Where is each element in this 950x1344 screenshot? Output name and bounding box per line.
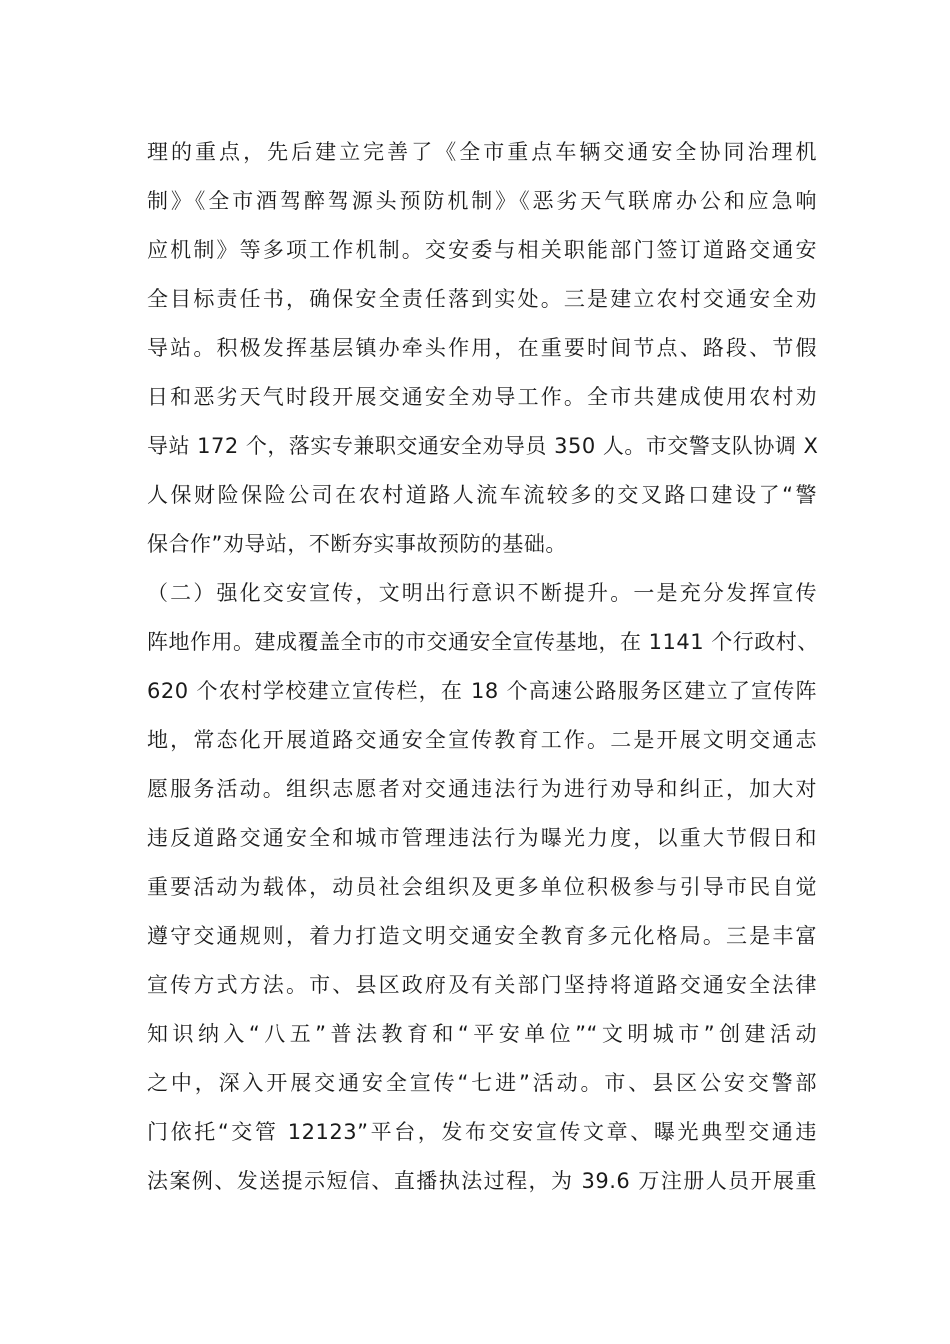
text-line: 之中，深入开展交通安全宣传“七进”活动。市、县区公安交警部 xyxy=(147,1071,817,1095)
text-line: 知识纳入“八五”普法教育和“平安单位”“文明城市”创建活动 xyxy=(147,1022,817,1046)
text-line: 愿服务活动。组织志愿者对交通违法行为进行劝导和纠正，加大对 xyxy=(147,777,817,801)
text-line: 日和恶劣天气时段开展交通安全劝导工作。全市共建成使用农村劝 xyxy=(147,385,817,409)
text-line: 理的重点，先后建立完善了《全市重点车辆交通安全协同治理机 xyxy=(147,140,817,164)
text-line: 违反道路交通安全和城市管理违法行为曝光力度，以重大节假日和 xyxy=(147,826,817,850)
text-line: 阵地作用。建成覆盖全市的市交通安全宣传基地，在 1141 个行政村、 xyxy=(147,630,819,654)
text-line: 法案例、发送提示短信、直播执法过程，为 39.6 万注册人员开展重 xyxy=(147,1169,817,1193)
text-line: 重要活动为载体，动员社会组织及更多单位积极参与引导市民自觉 xyxy=(147,875,817,899)
text-line: 人保财险保险公司在农村道路人流车流较多的交叉路口建设了“警 xyxy=(147,483,817,507)
text-line: 门依托“交管 12123”平台，发布交安宣传文章、曝光典型交通违 xyxy=(147,1120,817,1144)
text-line: 导站。积极发挥基层镇办牵头作用，在重要时间节点、路段、节假 xyxy=(147,336,817,360)
text-line: 保合作”劝导站，不断夯实事故预防的基础。 xyxy=(147,532,567,556)
text-line: 导站 172 个，落实专兼职交通安全劝导员 350 人。市交警支队协调 X xyxy=(147,434,819,458)
section-heading-line: （二）强化交安宣传，文明出行意识不断提升。一是充分发挥宣传 xyxy=(147,581,817,605)
text-line: 应机制》等多项工作机制。交安委与相关职能部门签订道路交通安 xyxy=(147,238,817,262)
text-line: 宣传方式方法。市、县区政府及有关部门坚持将道路交通安全法律 xyxy=(147,973,817,997)
text-line: 地，常态化开展道路交通安全宣传教育工作。二是开展文明交通志 xyxy=(147,728,817,752)
text-line: 全目标责任书，确保安全责任落到实处。三是建立农村交通安全劝 xyxy=(147,287,817,311)
text-line: 制》《全市酒驾醉驾源头预防机制》《恶劣天气联席办公和应急响 xyxy=(147,189,817,213)
text-line: 620 个农村学校建立宣传栏，在 18 个高速公路服务区建立了宣传阵 xyxy=(147,679,817,703)
text-line: 遵守交通规则，着力打造文明交通安全教育多元化格局。三是丰富 xyxy=(147,924,817,948)
